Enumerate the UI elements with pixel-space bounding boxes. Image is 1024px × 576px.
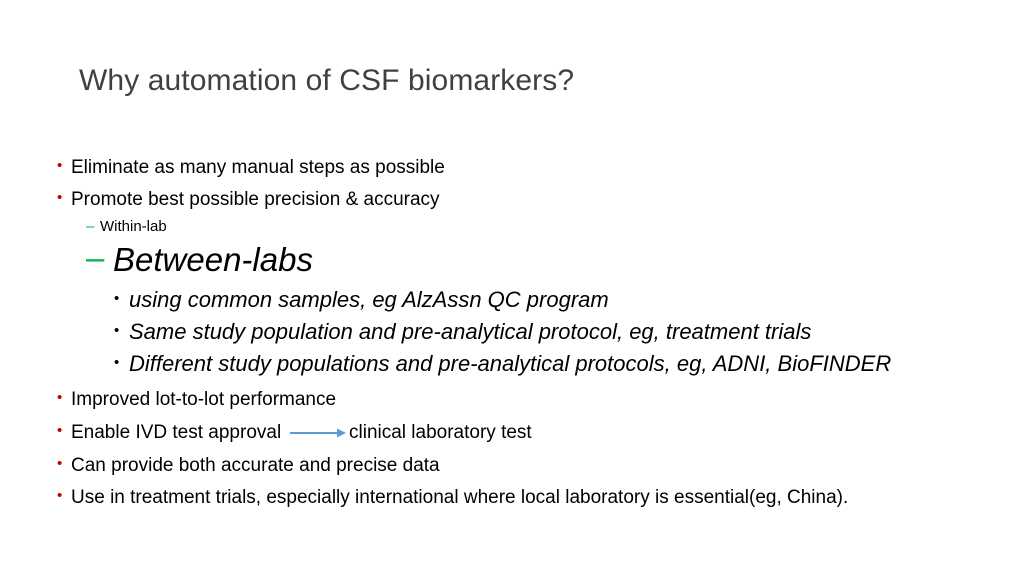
red-bullet-icon: • bbox=[57, 422, 63, 439]
black-bullet-icon: • bbox=[114, 322, 120, 339]
right-arrow-icon bbox=[290, 427, 346, 439]
sub-item-within-lab bbox=[86, 218, 167, 235]
bullet-item-manual-steps bbox=[57, 157, 445, 179]
red-bullet-icon: • bbox=[57, 189, 63, 206]
red-bullet-icon: • bbox=[57, 389, 63, 406]
sub-item-text: Between-labs bbox=[113, 241, 313, 278]
bullet-text: Enable IVD test approval bbox=[71, 422, 282, 443]
sub-item-text: Within-lab bbox=[100, 218, 167, 235]
bullet-item-lot-to-lot bbox=[57, 389, 336, 411]
sub-sub-item-text: using common samples, eg AlzAssn QC program bbox=[129, 287, 609, 312]
sub-sub-item-text: Different study populations and pre-analytical protocols, eg, ADNI, BioFINDER bbox=[129, 351, 892, 376]
bullet-text: Use in treatment trials, especially international where local laboratory is essential(eg, China). bbox=[71, 487, 849, 508]
bullet-item-ivd-approval bbox=[57, 422, 281, 444]
red-bullet-icon: • bbox=[57, 487, 63, 504]
bullet-item-accurate-precise bbox=[57, 455, 440, 477]
green-dash-icon: – bbox=[86, 218, 95, 235]
sub-sub-item-different-populations bbox=[114, 351, 891, 377]
bullet-text: Promote best possible precision & accuracy bbox=[71, 189, 440, 210]
green-dash-icon: – bbox=[86, 239, 105, 276]
sub-sub-item-same-population bbox=[114, 319, 811, 345]
sub-sub-item-common-samples bbox=[114, 287, 609, 313]
bullet-text: Improved lot-to-lot performance bbox=[71, 389, 337, 410]
sub-item-between-labs bbox=[86, 241, 313, 279]
red-bullet-icon: • bbox=[57, 455, 63, 472]
slide-title: Why automation of CSF biomarkers? bbox=[79, 64, 575, 97]
bullet-text: Eliminate as many manual steps as possible bbox=[71, 157, 445, 178]
clinical-lab-test-label: clinical laboratory test bbox=[349, 422, 532, 443]
black-bullet-icon: • bbox=[114, 354, 120, 371]
black-bullet-icon: • bbox=[114, 290, 120, 307]
bullet-item-precision-accuracy bbox=[57, 189, 440, 211]
red-bullet-icon: • bbox=[57, 157, 63, 174]
bullet-item-treatment-trials bbox=[57, 487, 848, 509]
bullet-text: Can provide both accurate and precise data bbox=[71, 455, 440, 476]
sub-sub-item-text: Same study population and pre-analytical protocol, eg, treatment trials bbox=[129, 319, 812, 344]
